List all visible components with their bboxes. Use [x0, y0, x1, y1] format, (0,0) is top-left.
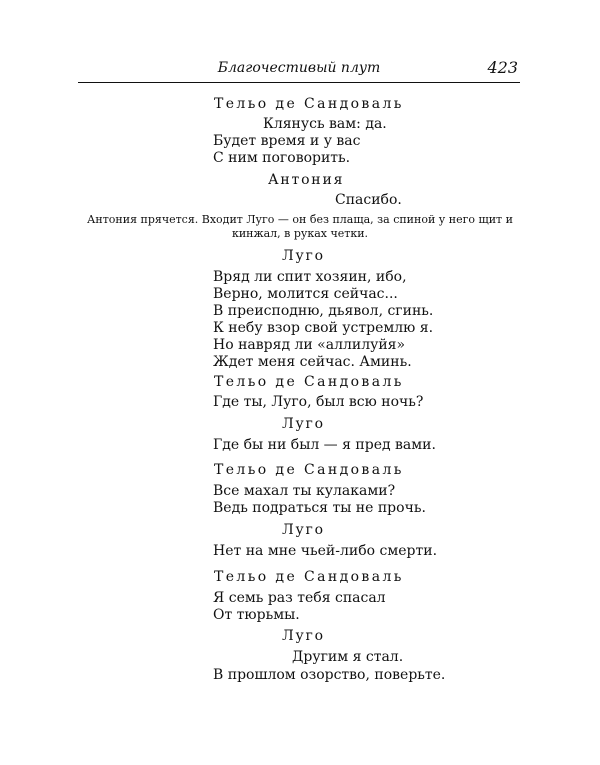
verse-line: Спасибо.: [335, 192, 402, 208]
speaker-name: Тельо де Сандоваль: [214, 462, 404, 478]
verse-line: Ждет меня сейчас. Аминь.: [213, 354, 412, 370]
verse-line: Все махал ты кулаками?: [213, 483, 396, 499]
verse-line: Вряд ли спит хозяин, ибо,: [213, 269, 407, 285]
speaker-name: Луго: [282, 416, 325, 432]
stage-direction: Антония прячется. Входит Луго — он без плаща, за спиной у него щит и кинжал, в руках четки.: [87, 213, 513, 240]
speaker-name: Тельо де Сандоваль: [214, 569, 404, 585]
page-number: 423: [487, 58, 518, 77]
verse-line: Будет время и у вас: [213, 133, 361, 149]
speaker-name: Луго: [282, 628, 325, 644]
verse-line: К небу взор свой устремлю я.: [213, 320, 434, 336]
speaker-name: Луго: [282, 248, 325, 264]
verse-line: Нет на мне чьей-либо смерти.: [213, 543, 438, 559]
verse-line: Где бы ни был — я пред вами.: [213, 437, 436, 453]
verse-line: Я семь раз тебя спасал: [213, 590, 386, 606]
speaker-name: Тельо де Сандоваль: [214, 374, 404, 390]
verse-line: Верно, молится сейчас...: [213, 286, 398, 302]
verse-line: В преисподню, дьявол, сгинь.: [213, 303, 434, 319]
verse-line: Где ты, Луго, был всю ночь?: [213, 394, 424, 410]
speaker-name: Антония: [268, 172, 345, 188]
verse-line: Клянусь вам: да.: [263, 116, 387, 132]
verse-line: Но навряд ли «аллилуйя»: [213, 337, 406, 353]
verse-line: С ним поговорить.: [213, 150, 351, 166]
verse-line: В прошлом озорство, поверьте.: [213, 667, 446, 683]
verse-line: Ведь подраться ты не прочь.: [213, 500, 426, 516]
verse-line: От тюрьмы.: [213, 607, 300, 623]
speaker-name: Тельо де Сандоваль: [214, 96, 404, 112]
verse-line: Другим я стал.: [292, 649, 404, 665]
speaker-name: Луго: [282, 522, 325, 538]
running-title: Благочестивый плут: [217, 60, 381, 76]
